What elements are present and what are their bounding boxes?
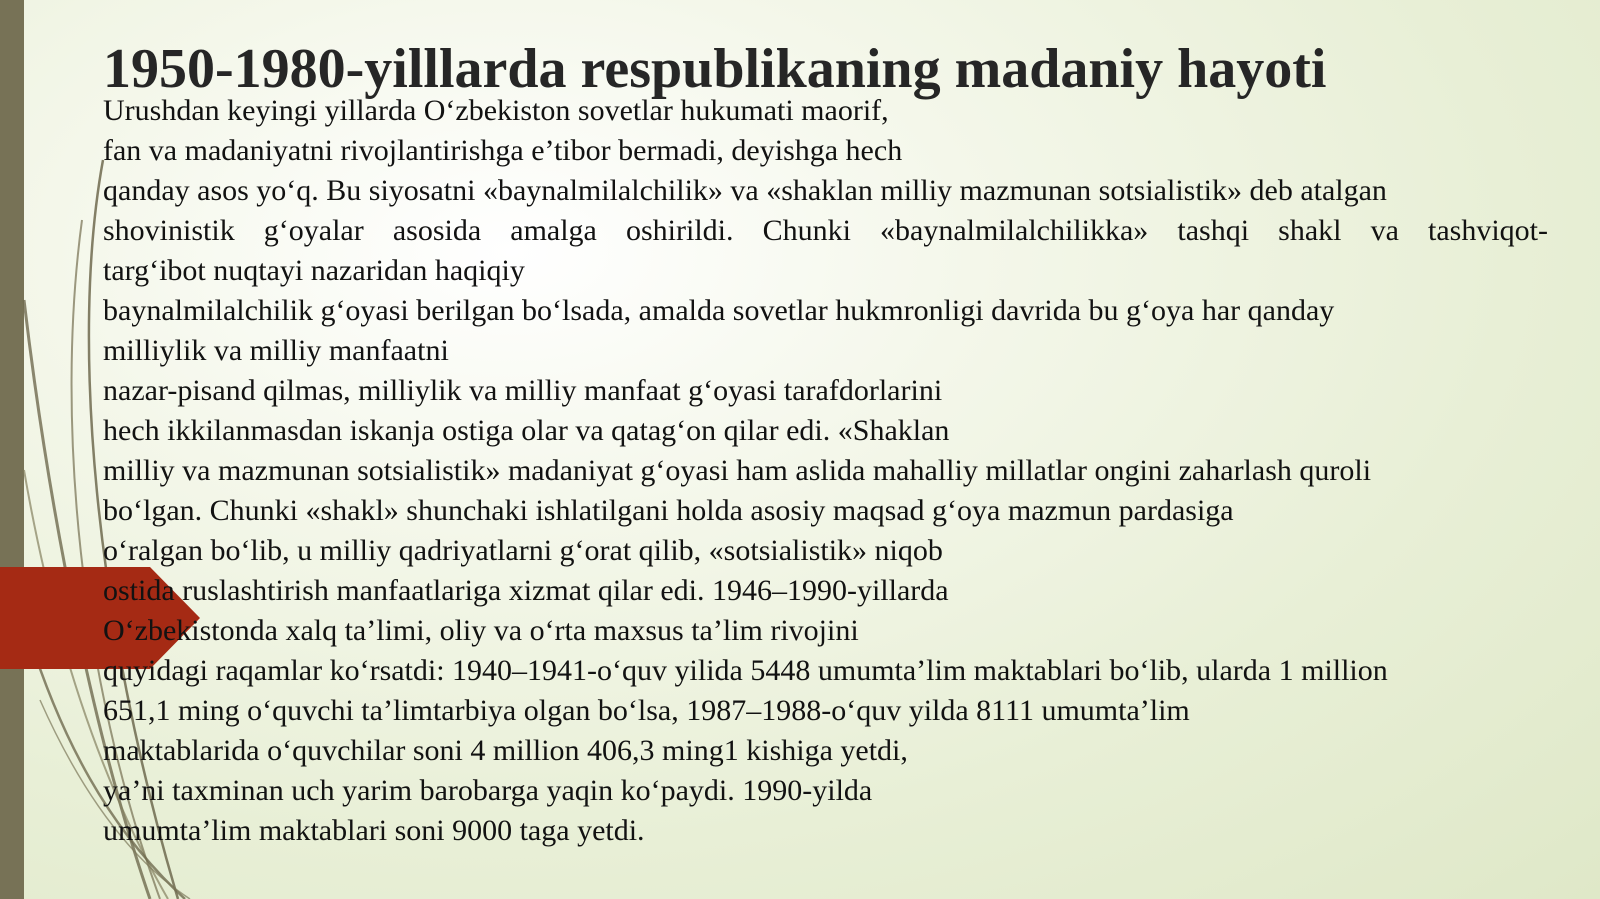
body-line: Urushdan keyingi yillarda O‘zbekiston sovetlar hukumati maorif, bbox=[103, 94, 889, 127]
body-line: baynalmilalchilik g‘oyasi berilgan bo‘lsada, amalda sovetlar hukmronligi davrida bu g‘oya har qanday bbox=[103, 294, 1335, 327]
body-line: O‘zbekistonda xalq ta’limi, oliy va o‘rta maxsus ta’lim rivojini bbox=[103, 614, 859, 647]
body-line: milliy va mazmunan sotsialistik» madaniyat g‘oyasi ham aslida mahalliy millatlar ongini zaharlash quroli bbox=[103, 454, 1372, 487]
body-line: targ‘ibot nuqtayi nazaridan haqiqiy bbox=[103, 254, 525, 287]
body-line: bo‘lgan. Chunki «shakl» shunchaki ishlatilgani holda asosiy maqsad g‘oya mazmun pardasiga bbox=[103, 494, 1234, 527]
body-line: milliylik va milliy manfaatni bbox=[103, 334, 449, 367]
body-line: qanday asos yo‘q. Bu siyosatni «baynalmilalchilik» va «shaklan milliy mazmunan sotsialistik» deb atalgan bbox=[103, 174, 1387, 207]
slide-title: 1950-1980-yilllarda respublikaning madaniy hayoti bbox=[103, 38, 1327, 100]
body-line: umumta’lim maktablari soni 9000 taga yetdi. bbox=[103, 814, 645, 847]
body-line: o‘ralgan bo‘lib, u milliy qadriyatlarni g‘orat qilib, «sotsialistik» niqob bbox=[103, 534, 943, 567]
body-line: ostida ruslashtirish manfaatlariga xizmat qilar edi. 1946–1990-yillarda bbox=[103, 574, 949, 607]
body-line: shovinistik g‘oyalar asosida amalga oshirildi. Chunki «baynalmilalchilikka» tashqi shakl va tashviqot- bbox=[103, 214, 1548, 247]
slide-body-text bbox=[103, 91, 1548, 851]
body-line: quyidagi raqamlar ko‘rsatdi: 1940–1941-o‘quv yilida 5448 umumta’lim maktablari bo‘lib, ularda 1 million bbox=[103, 654, 1388, 687]
body-line: hech ikkilanmasdan iskanja ostiga olar va qatag‘on qilar edi. «Shaklan bbox=[103, 414, 950, 447]
body-line: 651,1 ming o‘quvchi ta’limtarbiya olgan bo‘lsa, 1987–1988-o‘quv yilda 8111 umumta’lim bbox=[103, 694, 1190, 727]
body-line: ya’ni taxminan uch yarim barobarga yaqin ko‘paydi. 1990-yilda bbox=[103, 774, 873, 807]
body-line: nazar-pisand qilmas, milliylik va milliy manfaat g‘oyasi tarafdorlarini bbox=[103, 374, 943, 407]
body-line: fan va madaniyatni rivojlantirishga e’tibor bermadi, deyishga hech bbox=[103, 134, 903, 167]
body-line: maktablarida o‘quvchilar soni 4 million 406,3 ming1 kishiga yetdi, bbox=[103, 734, 908, 767]
